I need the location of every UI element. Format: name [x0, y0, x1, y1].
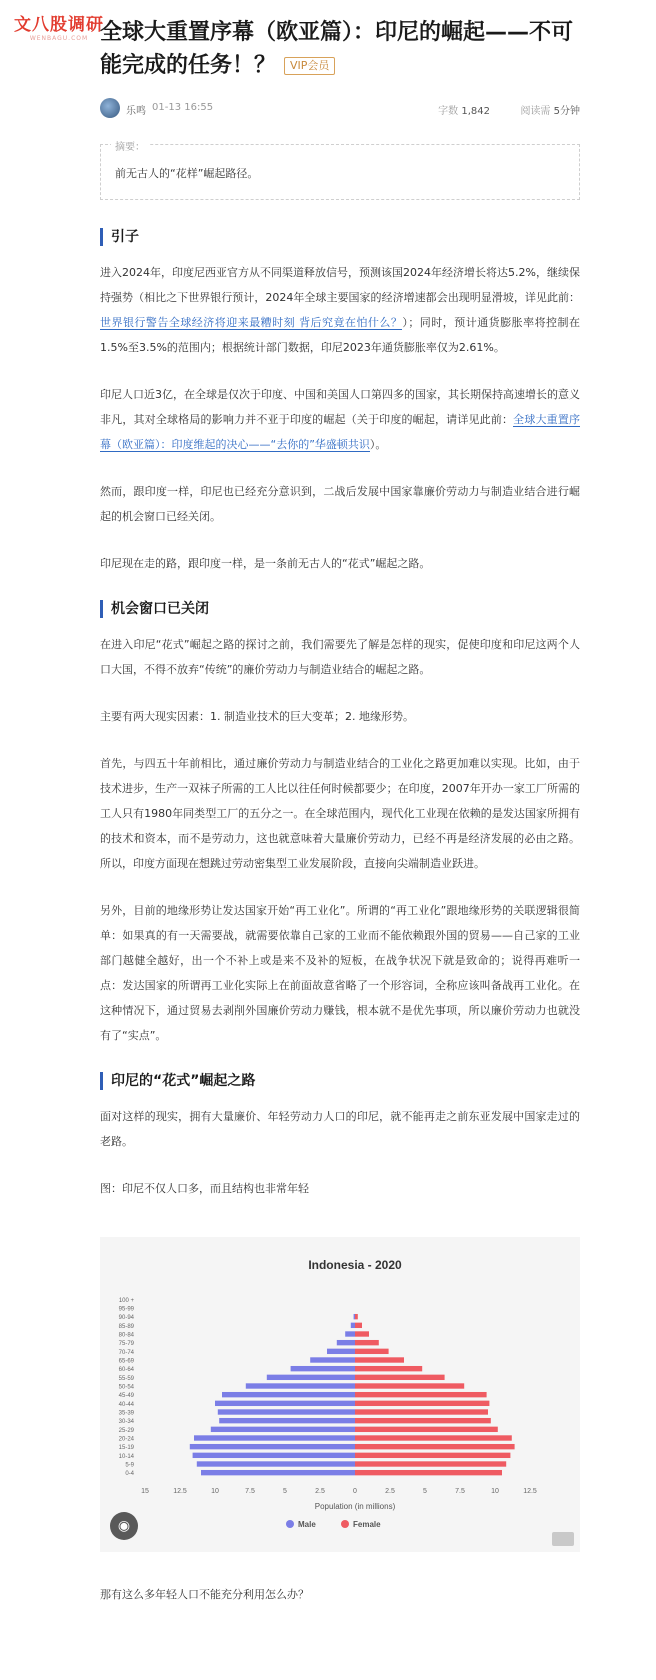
legend-label-female: Female: [353, 1520, 381, 1529]
author-avatar[interactable]: [100, 98, 120, 118]
section-title-window: 机会窗口已关闭: [100, 600, 580, 618]
x-axis-label: Population (in millions): [314, 1502, 396, 1511]
y-tick-label: 55-59: [118, 1375, 134, 1382]
x-tick-label: 2.5: [315, 1488, 325, 1495]
x-tick-label: 7.5: [455, 1488, 465, 1495]
read-time-value: 5分钟: [553, 106, 580, 117]
x-tick-label: 5: [283, 1488, 287, 1495]
y-tick-label: 50-54: [118, 1384, 134, 1391]
bar-male: [345, 1331, 355, 1336]
word-count-label: 字数: [438, 106, 459, 117]
bar-male: [218, 1409, 355, 1414]
y-tick-label: 25-29: [118, 1427, 134, 1434]
bar-female: [355, 1357, 404, 1362]
y-tick-label: 60-64: [118, 1367, 134, 1374]
paragraph: [100, 382, 580, 457]
bar-female: [355, 1409, 488, 1414]
bar-female: [355, 1331, 369, 1336]
x-tick-label: 15: [141, 1488, 149, 1495]
y-tick-label: 0-4: [125, 1471, 134, 1478]
bar-male: [211, 1427, 355, 1432]
bar-male: [193, 1453, 355, 1458]
bar-male: [291, 1366, 355, 1371]
bar-female: [355, 1340, 379, 1345]
bar-male: [310, 1357, 355, 1362]
y-tick-label: 90-94: [118, 1315, 134, 1322]
x-tick-label: 0: [353, 1488, 357, 1495]
x-tick-label: 10: [491, 1488, 499, 1495]
x-tick-label: 10: [211, 1488, 219, 1495]
y-tick-label: 65-69: [118, 1358, 134, 1365]
y-tick-label: 20-24: [118, 1436, 134, 1443]
bar-female: [355, 1314, 358, 1319]
paragraph-text: ）；同时，预计通货膨胀率将控制在1.5%至3.5%的范围内；根据统计部门数据，印尼2023年通货膨胀率仅为2.61%。: [100, 316, 581, 354]
y-tick-label: 75-79: [118, 1341, 134, 1348]
bar-male: [219, 1418, 355, 1423]
bar-female: [355, 1453, 510, 1458]
bar-male: [246, 1383, 355, 1388]
x-tick-label: 7.5: [245, 1488, 255, 1495]
y-tick-label: 40-44: [118, 1401, 134, 1408]
bar-male: [354, 1314, 355, 1319]
x-tick-label: 12.5: [173, 1488, 187, 1495]
section-title-path: 印尼的“花式”崛起之路: [100, 1072, 580, 1090]
paragraph-text: 印尼人口近3亿，在全球是仅次于印度、中国和美国人口第四多的国家，其长期保持高速增长的意义非凡，其对全球格局的影响力并不亚于印度的崛起（关于印度的崛起，请详见此前：: [100, 388, 580, 426]
bar-female: [355, 1401, 489, 1406]
bar-male: [222, 1392, 355, 1397]
legend-marker-male: [286, 1520, 294, 1528]
paragraph-text: ）。: [369, 438, 387, 451]
x-tick-label: 2.5: [385, 1488, 395, 1495]
y-tick-label: 45-49: [118, 1393, 134, 1400]
paragraph: 在进入印尼“花式”崛起之路的探讨之前，我们需要先了解是怎样的现实，促使印度和印尼这两个人口大国，不得不放弃“传统”的廉价劳动力与制造业结合的崛起之路。: [100, 638, 580, 676]
figure-caption: 图：印尼不仅人口多，而且结构也非常年轻: [100, 1182, 309, 1195]
author-name[interactable]: 乐鸣: [126, 106, 146, 117]
article-link-india[interactable]: 全球大重置序幕（欧亚篇）：印度维起的决心——“去你的”华盛顿共识: [100, 413, 581, 451]
x-tick-label: 5: [423, 1488, 427, 1495]
bar-female: [355, 1392, 487, 1397]
population-pyramid-chart: [100, 1237, 580, 1552]
paragraph: 另外，目前的地缘形势让发达国家开始“再工业化”。所谓的“再工业化”跟地缘形势的关联逻辑很简单：如果真的有一天需要战，就需要依靠自己家的工业而不能依赖跟外国的贸易——自己家的工业部门越健全越好，出一个不补上或是来不及补的短板，在战争状况下就是致命的；说得再难听一点：发达国家的所谓再工业化实际上在前面故意省略了一个形容词，全称应该叫备战再工业化。在这种情况下，通过贸易去剥削外国廉价劳动力赚钱，根本就不是优先事项，所以廉价劳动力也就没有了“实点”。: [100, 904, 580, 1042]
bar-male: [327, 1349, 355, 1354]
y-tick-label: 100 +: [118, 1297, 134, 1304]
y-tick-label: 15-19: [118, 1445, 134, 1452]
y-tick-label: 80-84: [118, 1332, 134, 1339]
paragraph: 首先，与四五十年前相比，通过廉价劳动力与制造业结合的工业化之路更加难以实现。比如，由于技术进步，生产一双袜子所需的工人比以往任何时候都要少；在印度，2007年开办一家工厂所需的工人只有1980年同类型工厂的五分之一。在全球范围内，现代化工业现在依赖的是发达国家所拥有的技术和资本，而不是劳动力，这也就意味着大量廉价劳动力，已经不再是经济发展的必由之路。所以，印度方面现在想跳过劳动密集型工业发展阶段，直接向尖端制造业跃进。: [100, 757, 580, 870]
read-time-label: 阅读需: [520, 106, 551, 117]
paragraph: 然而，跟印度一样，印尼也已经充分意识到，二战后发展中国家靠廉价劳动力与制造业结合进行崛起的机会窗口已经关闭。: [100, 485, 580, 523]
y-tick-label: 70-74: [118, 1349, 134, 1356]
y-tick-label: 30-34: [118, 1419, 134, 1426]
bar-male: [201, 1470, 355, 1475]
bar-male: [215, 1401, 355, 1406]
bar-female: [355, 1435, 512, 1440]
bar-female: [355, 1470, 502, 1475]
section-title-intro: 引子: [100, 228, 580, 246]
y-tick-label: 85-89: [118, 1323, 134, 1330]
bar-female: [355, 1349, 389, 1354]
bar-female: [355, 1323, 362, 1328]
word-count: [438, 102, 490, 117]
paragraph: 印尼现在走的路，跟印度一样，是一条前无古人的“花式”崛起之路。: [100, 557, 431, 570]
site-watermark: [14, 10, 104, 42]
y-tick-label: 5-9: [125, 1462, 134, 1469]
y-tick-label: 10-14: [118, 1453, 134, 1460]
bar-female: [355, 1461, 506, 1466]
article-title: [100, 0, 580, 82]
watermark-url: WENBAGU.COM: [29, 35, 89, 42]
bar-female: [355, 1427, 498, 1432]
y-tick-label: 95-99: [118, 1306, 134, 1313]
read-time: [520, 102, 580, 117]
bar-male: [190, 1444, 355, 1449]
bar-female: [355, 1444, 515, 1449]
bar-male: [194, 1435, 355, 1440]
watermark-logo: 文八股调研: [14, 15, 104, 35]
bar-male: [267, 1375, 355, 1380]
image-corner-badge: [552, 1532, 574, 1546]
camera-icon[interactable]: ◉: [110, 1512, 138, 1540]
article-link-worldbank[interactable]: 世界银行警告全球经济将迎来最糟时刻 背后究竟在怕什么？: [100, 316, 403, 329]
word-count-value: 1,842: [461, 106, 490, 117]
paragraph: [100, 260, 580, 360]
population-pyramid-figure[interactable]: [100, 1237, 580, 1552]
summary-label: 摘要：: [111, 138, 149, 153]
paragraph: 主要有两大现实因素：1. 制造业技术的巨大变革；2. 地缘形势。: [100, 710, 414, 723]
summary-box: [100, 144, 580, 200]
article-meta: [100, 96, 580, 122]
bar-male: [351, 1323, 355, 1328]
y-tick-label: 35-39: [118, 1410, 134, 1417]
summary-text: 前无古人的“花样”崛起路径。: [115, 167, 259, 180]
vip-badge[interactable]: VIP会员: [284, 57, 335, 75]
bar-male: [197, 1461, 355, 1466]
legend-label-male: Male: [298, 1520, 316, 1529]
paragraph-text: 进入2024年，印度尼西亚官方从不同渠道释放信号，预测该国2024年经济增长将达5.2%，继续保持强势（相比之下世界银行预计，2024年全球主要国家的经济增速都会出现明显滑坡，详见此前：: [100, 266, 580, 304]
paragraph: 面对这样的现实，拥有大量廉价、年轻劳动力人口的印尼，就不能再走之前东亚发展中国家走过的老路。: [100, 1110, 580, 1148]
bar-male: [337, 1340, 355, 1345]
bar-female: [355, 1375, 445, 1380]
bar-female: [355, 1418, 491, 1423]
bar-female: [355, 1383, 464, 1388]
x-tick-label: 12.5: [523, 1488, 537, 1495]
bar-female: [355, 1366, 422, 1371]
article-title-text: 全球大重置序幕（欧亚篇）：印尼的崛起——不可能完成的任务！？: [100, 20, 574, 78]
article: [100, 0, 580, 1607]
publish-date: 01-13 16:55: [152, 102, 214, 113]
legend-marker-female: [341, 1520, 349, 1528]
chart-title: Indonesia - 2020: [308, 1258, 402, 1272]
paragraph: 那有这么多年轻人口不能充分利用怎么办？: [100, 1588, 309, 1601]
